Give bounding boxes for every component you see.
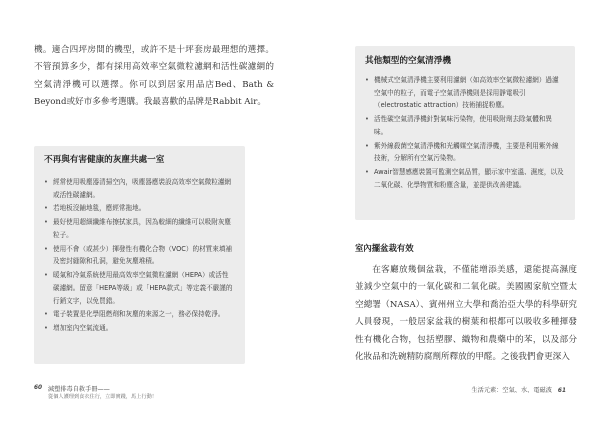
list-item	[44, 176, 235, 201]
running-subtitle: 從個人護理到食衣住行，立即實踐，馬上行動！	[48, 394, 157, 400]
list-item	[44, 269, 235, 307]
page-number: 61	[557, 388, 566, 394]
dust-tips-list	[44, 176, 235, 336]
list-item	[44, 322, 235, 335]
bullet-dot-icon: •	[44, 218, 48, 227]
dust-tips-title: 不再與有害健康的灰塵共處一室	[44, 155, 165, 165]
list-item	[365, 113, 565, 138]
bullet-dot-icon: •	[44, 244, 48, 253]
list-item-text: 電子裝置是化學阻燃劑和灰塵的來源之一，務必保持乾淨。	[53, 310, 225, 319]
list-item	[44, 216, 235, 241]
right-page	[300, 0, 600, 425]
bullet-dot-icon: •	[44, 204, 48, 213]
chapter-title: 生活元素：空氣、水、電磁波	[471, 387, 552, 394]
purifier-types-title: 其他類型的空氣清淨機	[365, 56, 451, 66]
list-item-text: Awair智慧感應裝置可監測空氣品質，顯示家中室溫、濕度，以及二氧化碳、化學物質和粉塵含量，並提供改善建議。	[374, 168, 564, 189]
right-footer	[471, 385, 566, 413]
bullet-dot-icon: •	[44, 324, 48, 333]
list-item	[44, 308, 235, 321]
running-title: 減塑排毒自救手冊——	[48, 386, 110, 393]
list-item	[365, 166, 565, 191]
purifier-types-box	[355, 46, 575, 220]
list-item-text: 暖氣和冷氣系統使用最高效率空氣微粒濾網（HEPA）或活性碳濾網。留意「HEPA等級」或「HEPA款式」等定義不嚴謹的行銷文字，以免買錯。	[53, 271, 233, 305]
purifier-types-list	[365, 74, 565, 193]
list-item-text: 紫外線殺菌空氣清淨機和光觸媒空氣清淨機，主要是利用紫外線技術，分解所有空氣污染物。	[374, 141, 559, 163]
bullet-dot-icon: •	[365, 168, 369, 177]
bullet-dot-icon: •	[365, 76, 369, 84]
bullet-dot-icon: •	[365, 115, 369, 124]
list-item-text: 經常使用吸塵器清掃空內，吸塵器應裝設高效率空氣微粒濾網或活性碳濾網。	[53, 178, 232, 199]
page-number: 60	[34, 385, 43, 391]
list-item	[365, 74, 565, 112]
bullet-dot-icon: •	[44, 271, 48, 280]
section-paragraph: 在客廳放幾個盆栽，不僅能增添美感，還能提高濕度並減少空氣中的一氧化碳和二氧化碳。美國國家航空暨太空總署（NASA）、賓州州立大學和喬治亞大學的科學研究人員發現，一般居家盆栽的樹葉和根都可以吸收多種揮發性有機化合物，包括塑膠、織物和農藥中的苯，以及部分化妝品和洗碗精防腐劑所釋放的甲醛。之後我們會更深入	[355, 265, 577, 363]
intro-paragraph: 機。適合四坪房間的機型，或許不是十坪套房最理想的選擇。不管預算多少，都有採用高效率空氣微粒濾網和活性碳濾網的空氣清淨機可以選擇。你可以到居家用品店Bed、Bath & Beyond或好市多參考選購。我最喜歡的品牌是Rabbit Air。	[34, 45, 274, 108]
list-item	[44, 243, 235, 268]
list-item-text: 活性碳空氣清淨機針對氣味污染物，使用吸附劑去除氣體和異味。	[374, 115, 553, 136]
list-item-text: 若地板沒鋪地毯，應經常拖地。	[53, 204, 146, 213]
list-item-text: 最好使用超細纖維布擦拭家具，因為較細的纖維可以吸附灰塵粒子。	[53, 218, 232, 239]
list-item	[44, 202, 235, 215]
dust-tips-box	[34, 146, 245, 364]
bullet-dot-icon: •	[44, 310, 48, 319]
section-heading: 室內擺盆栽有效	[355, 243, 414, 253]
list-item-text: 機械式空氣清淨機主要利用濾網（如高效率空氣微粒濾網）過濾空氣中的粒子，而電子空氣清淨機則是採用靜電吸引（electrostatic attraction）技術捕捉粉塵。	[374, 76, 559, 110]
list-item-text: 增加室內空氣流通。	[53, 324, 113, 333]
list-item-text: 使用不會（或甚少）揮發性有機化合物（VOC）的材質來填補及密封縫隙和孔洞，避免灰塵堆積。	[53, 244, 233, 266]
bullet-dot-icon: •	[365, 141, 369, 150]
list-item	[365, 140, 565, 165]
bullet-dot-icon: •	[44, 178, 48, 186]
